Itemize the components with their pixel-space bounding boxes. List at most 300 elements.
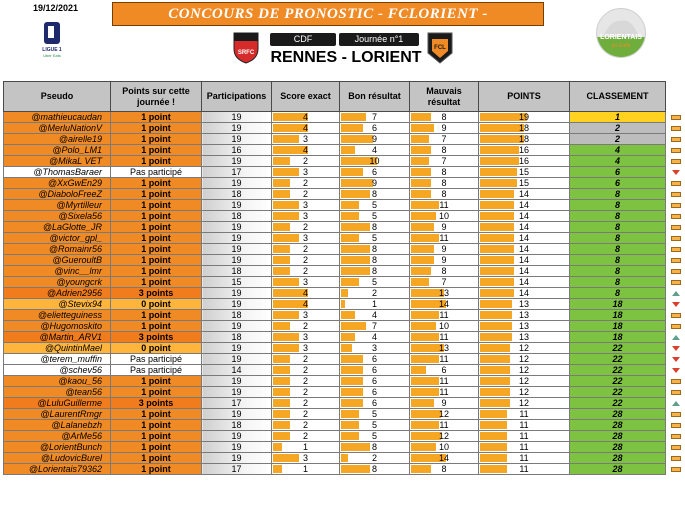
bon-resultat-cell-bar <box>341 366 363 374</box>
score-exact-cell-bar <box>273 267 290 275</box>
score-exact-cell <box>272 200 340 211</box>
mauvais-resultat-cell-bar <box>411 322 436 330</box>
mauvais-resultat-cell-bar <box>411 355 439 363</box>
col-points[interactable]: POINTS <box>479 82 570 112</box>
trend-indicator <box>671 168 681 177</box>
pseudo-cell[interactable]: @LorientBunch <box>4 442 111 453</box>
mauvais-resultat-cell-value: 9 <box>441 244 447 254</box>
score-exact-cell-bar <box>273 432 290 440</box>
score-exact-cell <box>272 409 340 420</box>
bon-resultat-cell <box>340 464 410 475</box>
pseudo-cell[interactable]: @LuluGuillerme <box>4 398 111 409</box>
table-row[interactable] <box>4 310 666 321</box>
points-cell-bar <box>480 377 510 385</box>
pseudo-cell[interactable]: @Myrtilleur <box>4 200 111 211</box>
table-row[interactable] <box>4 332 666 343</box>
classement-cell: 18 <box>570 310 666 321</box>
pseudo-cell[interactable]: @LaGlotte_JR <box>4 222 111 233</box>
mauvais-resultat-cell-bar <box>411 256 434 264</box>
mauvais-resultat-cell-bar <box>411 410 441 418</box>
points-cell-bar <box>480 454 507 462</box>
bon-resultat-cell <box>340 266 410 277</box>
bon-resultat-cell-bar <box>341 443 370 451</box>
score-exact-cell <box>272 343 340 354</box>
score-exact-cell <box>272 398 340 409</box>
trend-up-icon <box>672 335 680 340</box>
bon-resultat-cell-bar <box>341 410 359 418</box>
table-row[interactable] <box>4 365 666 376</box>
points-journee-cell: 1 point <box>111 200 202 211</box>
score-exact-cell-value: 4 <box>302 112 308 122</box>
mauvais-resultat-cell-bar <box>411 432 441 440</box>
trend-down-icon <box>672 357 680 362</box>
score-exact-cell <box>272 288 340 299</box>
trend-indicator <box>671 311 681 320</box>
mauvais-resultat-cell-value: 7 <box>441 277 447 287</box>
trend-indicator <box>671 399 681 408</box>
trend-up-icon <box>672 401 680 406</box>
participations-cell: 19 <box>202 156 272 167</box>
points-cell-value: 14 <box>518 222 529 232</box>
score-exact-cell-bar <box>273 212 299 220</box>
score-exact-cell <box>272 277 340 288</box>
points-journee-cell: 1 point <box>111 211 202 222</box>
points-cell-bar <box>480 311 512 319</box>
mauvais-resultat-cell <box>410 112 479 123</box>
pseudo-cell[interactable]: @QuintinMael <box>4 343 111 354</box>
pseudo-cell[interactable]: @youngcrk <box>4 277 111 288</box>
mauvais-resultat-cell-value: 8 <box>441 112 447 122</box>
participations-cell: 18 <box>202 189 272 200</box>
mauvais-resultat-cell-value: 9 <box>441 255 447 265</box>
trend-indicator <box>671 333 681 342</box>
table-body <box>4 112 666 475</box>
pseudo-cell[interactable]: @victor_gpl_ <box>4 233 111 244</box>
points-cell-bar <box>480 124 524 132</box>
mauvais-resultat-cell-bar <box>411 124 434 132</box>
score-exact-cell-bar <box>273 168 299 176</box>
col-participations[interactable]: Participations <box>202 82 272 112</box>
score-exact-cell-bar <box>273 465 282 473</box>
score-exact-cell-value: 2 <box>302 255 308 265</box>
bon-resultat-cell-bar <box>341 124 363 132</box>
score-exact-cell <box>272 442 340 453</box>
trend-stable-icon <box>671 225 681 230</box>
table-row[interactable] <box>4 134 666 145</box>
bon-resultat-cell-value: 6 <box>371 387 377 397</box>
bon-resultat-cell-value: 6 <box>371 398 377 408</box>
classement-cell: 4 <box>570 156 666 167</box>
table-row[interactable] <box>4 442 666 453</box>
mauvais-resultat-cell-bar <box>411 190 431 198</box>
table-row[interactable] <box>4 211 666 222</box>
pseudo-cell[interactable]: @DiaboloFreeZ <box>4 189 111 200</box>
points-cell <box>479 409 570 420</box>
trend-down-icon <box>672 368 680 373</box>
mauvais-resultat-cell-bar <box>411 245 434 253</box>
table-row[interactable] <box>4 354 666 365</box>
score-exact-cell <box>272 310 340 321</box>
participations-cell: 19 <box>202 453 272 464</box>
mauvais-resultat-cell <box>410 442 479 453</box>
trend-stable-icon <box>671 445 681 450</box>
lorientais-logo-text: LORIENTAIS <box>600 34 642 41</box>
mauvais-resultat-cell-bar <box>411 113 431 121</box>
trend-stable-icon <box>671 126 681 131</box>
mauvais-resultat-cell <box>410 277 479 288</box>
points-cell-bar <box>480 344 510 352</box>
score-exact-cell-value: 2 <box>302 354 308 364</box>
points-cell <box>479 365 570 376</box>
points-cell-value: 14 <box>518 211 529 221</box>
bon-resultat-cell-value: 8 <box>371 222 377 232</box>
mauvais-resultat-cell-value: 8 <box>441 464 447 474</box>
pseudo-cell[interactable]: @Polo_LM1 <box>4 145 111 156</box>
points-cell-bar <box>480 245 514 253</box>
classement-cell: 28 <box>570 431 666 442</box>
score-exact-cell <box>272 453 340 464</box>
col-classement[interactable]: CLASSEMENT <box>570 82 666 112</box>
pseudo-cell[interactable]: @ArMe56 <box>4 431 111 442</box>
points-journee-cell: 1 point <box>111 464 202 475</box>
points-journee-cell: 1 point <box>111 123 202 134</box>
score-exact-cell-bar <box>273 388 290 396</box>
score-exact-cell-value: 2 <box>302 365 308 375</box>
bon-resultat-cell-value: 10 <box>369 156 380 166</box>
mauvais-resultat-cell-bar <box>411 366 426 374</box>
trend-indicator <box>671 124 681 133</box>
points-cell <box>479 376 570 387</box>
score-exact-cell-value: 2 <box>302 244 308 254</box>
points-cell-bar <box>480 388 510 396</box>
score-exact-cell-value: 2 <box>302 398 308 408</box>
table-row[interactable] <box>4 398 666 409</box>
bon-resultat-cell-value: 9 <box>371 134 377 144</box>
points-journee-cell: 1 point <box>111 376 202 387</box>
pseudo-cell[interactable]: @Lorientais79362 <box>4 464 111 475</box>
classement-cell: 28 <box>570 453 666 464</box>
table-row[interactable] <box>4 112 666 123</box>
points-cell-value: 11 <box>519 431 529 441</box>
points-journee-cell: 1 point <box>111 112 202 123</box>
trend-indicator <box>671 344 681 353</box>
bon-resultat-cell <box>340 178 410 189</box>
ranking-table <box>3 81 666 475</box>
bon-resultat-cell <box>340 156 410 167</box>
mauvais-resultat-cell-bar <box>411 311 439 319</box>
trend-down-icon <box>672 302 680 307</box>
mauvais-resultat-cell-bar <box>411 223 434 231</box>
table-row[interactable] <box>4 288 666 299</box>
mauvais-resultat-cell <box>410 178 479 189</box>
points-cell-value: 16 <box>518 156 529 166</box>
bon-resultat-cell <box>340 211 410 222</box>
col-pseudo[interactable]: Pseudo <box>4 82 111 112</box>
points-cell <box>479 277 570 288</box>
bon-resultat-cell <box>340 376 410 387</box>
pseudo-cell[interactable]: @Stevix94 <box>4 299 111 310</box>
table-row[interactable] <box>4 420 666 431</box>
table-row[interactable] <box>4 343 666 354</box>
trend-stable-icon <box>671 456 681 461</box>
points-cell <box>479 255 570 266</box>
mauvais-resultat-cell-bar <box>411 443 436 451</box>
table-row[interactable] <box>4 145 666 156</box>
score-exact-cell-bar <box>273 223 290 231</box>
page-title: CONCOURS DE PRONOSTIC - FCLORIENT - <box>168 6 488 22</box>
mauvais-resultat-cell-value: 12 <box>438 409 449 419</box>
points-cell-value: 18 <box>518 134 529 144</box>
table-row[interactable] <box>4 464 666 475</box>
col-points-journee[interactable]: Points sur cette journée ! <box>111 82 202 112</box>
trend-up-icon <box>672 291 680 296</box>
classement-cell: 8 <box>570 244 666 255</box>
table-row[interactable] <box>4 167 666 178</box>
svg-text:SRFC: SRFC <box>237 50 255 56</box>
points-cell-value: 12 <box>518 398 529 408</box>
participations-cell: 19 <box>202 112 272 123</box>
mauvais-resultat-cell <box>410 398 479 409</box>
pseudo-cell[interactable]: @vinc__lmr <box>4 266 111 277</box>
mauvais-resultat-cell <box>410 387 479 398</box>
col-bon-resultat[interactable]: Bon résultat <box>340 82 410 112</box>
table-row[interactable] <box>4 376 666 387</box>
ligue1-logo-text: LIGUE 1 <box>42 47 62 53</box>
bon-resultat-cell-value: 5 <box>371 200 377 210</box>
mauvais-resultat-cell-value: 10 <box>438 442 449 452</box>
col-mauvais-resultat[interactable]: Mauvais résultat <box>410 82 479 112</box>
points-cell <box>479 123 570 134</box>
pseudo-cell[interactable]: @GueroultB <box>4 255 111 266</box>
mauvais-resultat-cell <box>410 222 479 233</box>
score-exact-cell <box>272 145 340 156</box>
trend-indicator <box>671 421 681 430</box>
score-exact-cell <box>272 222 340 233</box>
trend-stable-icon <box>671 313 681 318</box>
table-row[interactable] <box>4 200 666 211</box>
participations-cell: 19 <box>202 321 272 332</box>
participations-cell: 19 <box>202 376 272 387</box>
points-cell-bar <box>480 157 519 165</box>
mauvais-resultat-cell-bar <box>411 399 434 407</box>
bon-resultat-cell <box>340 409 410 420</box>
trend-stable-icon <box>671 214 681 219</box>
mauvais-resultat-cell-bar <box>411 135 429 143</box>
table-row[interactable] <box>4 299 666 310</box>
pseudo-cell[interactable]: @elietteguiness <box>4 310 111 321</box>
pseudo-cell[interactable]: @kaou_56 <box>4 376 111 387</box>
trend-stable-icon <box>671 434 681 439</box>
points-journee-cell: 1 point <box>111 420 202 431</box>
pseudo-cell[interactable]: @Adrien2956 <box>4 288 111 299</box>
score-exact-cell <box>272 255 340 266</box>
points-cell-value: 11 <box>519 453 529 463</box>
score-exact-cell-value: 3 <box>302 167 308 177</box>
points-cell-bar <box>480 366 510 374</box>
table-row[interactable] <box>4 266 666 277</box>
pseudo-cell[interactable]: @Lalanebzh <box>4 420 111 431</box>
trend-indicator <box>671 267 681 276</box>
bon-resultat-cell <box>340 145 410 156</box>
points-cell-bar <box>480 212 514 220</box>
pseudo-cell[interactable]: @mathieucaudan <box>4 112 111 123</box>
lorientais-logo <box>596 8 646 58</box>
trend-down-icon <box>672 170 680 175</box>
bon-resultat-cell-value: 8 <box>371 464 377 474</box>
table-row[interactable] <box>4 178 666 189</box>
points-cell <box>479 343 570 354</box>
participations-cell: 19 <box>202 409 272 420</box>
participations-cell: 19 <box>202 299 272 310</box>
score-exact-cell-bar <box>273 201 299 209</box>
bon-resultat-cell-value: 4 <box>371 332 377 342</box>
trend-indicator <box>671 300 681 309</box>
col-score-exact[interactable]: Score exact <box>272 82 340 112</box>
points-journee-cell: 0 point <box>111 343 202 354</box>
score-exact-cell-value: 2 <box>302 178 308 188</box>
mauvais-resultat-cell-bar <box>411 212 436 220</box>
pseudo-cell[interactable]: @Romainr56 <box>4 244 111 255</box>
participations-cell: 19 <box>202 222 272 233</box>
trend-stable-icon <box>671 181 681 186</box>
classement-cell: 22 <box>570 387 666 398</box>
bon-resultat-cell <box>340 255 410 266</box>
table-row[interactable] <box>4 409 666 420</box>
participations-cell: 19 <box>202 200 272 211</box>
mauvais-resultat-cell-value: 14 <box>438 453 449 463</box>
bon-resultat-cell-bar <box>341 168 363 176</box>
pseudo-cell[interactable]: @Sixela56 <box>4 211 111 222</box>
bon-resultat-cell <box>340 343 410 354</box>
score-exact-cell-value: 2 <box>302 189 308 199</box>
bon-resultat-cell-value: 5 <box>371 211 377 221</box>
trend-stable-icon <box>671 324 681 329</box>
pseudo-cell[interactable]: @terem_muffin <box>4 354 111 365</box>
classement-cell: 28 <box>570 409 666 420</box>
bon-resultat-cell <box>340 431 410 442</box>
pseudo-cell[interactable]: @MikaL VET <box>4 156 111 167</box>
date-label: 19/12/2021 <box>33 3 79 13</box>
score-exact-cell-value: 3 <box>302 200 308 210</box>
points-cell <box>479 200 570 211</box>
pseudo-cell[interactable]: @schev56 <box>4 365 111 376</box>
points-cell-value: 12 <box>518 365 529 375</box>
mauvais-resultat-cell-value: 14 <box>438 299 449 309</box>
classement-cell: 18 <box>570 332 666 343</box>
pseudo-cell[interactable]: @Hugomoskito <box>4 321 111 332</box>
points-cell-bar <box>480 333 512 341</box>
points-cell-bar <box>480 410 507 418</box>
pseudo-cell[interactable]: @LudovicBurel <box>4 453 111 464</box>
points-cell-bar <box>480 289 514 297</box>
bon-resultat-cell-bar <box>341 245 370 253</box>
points-journee-cell: 1 point <box>111 178 202 189</box>
participations-cell: 19 <box>202 343 272 354</box>
mauvais-resultat-cell <box>410 211 479 222</box>
bon-resultat-cell <box>340 244 410 255</box>
score-exact-cell-value: 2 <box>302 321 308 331</box>
classement-cell: 28 <box>570 442 666 453</box>
score-exact-cell-value: 3 <box>302 211 308 221</box>
table-row[interactable] <box>4 123 666 134</box>
points-journee-cell: 1 point <box>111 431 202 442</box>
pseudo-cell[interactable]: @LaurentRmgr <box>4 409 111 420</box>
participations-cell: 19 <box>202 354 272 365</box>
classement-cell: 22 <box>570 354 666 365</box>
bon-resultat-cell-bar <box>341 311 355 319</box>
points-cell-value: 16 <box>518 145 529 155</box>
table-row[interactable] <box>4 233 666 244</box>
score-exact-cell-value: 4 <box>302 288 308 298</box>
points-cell-value: 15 <box>518 178 529 188</box>
participations-cell: 18 <box>202 420 272 431</box>
table-row[interactable] <box>4 156 666 167</box>
lorientais-logo-image <box>597 9 645 57</box>
pseudo-cell[interactable]: @airelle19 <box>4 134 111 145</box>
table-row[interactable] <box>4 189 666 200</box>
points-cell-value: 14 <box>518 277 529 287</box>
score-exact-cell-bar <box>273 322 290 330</box>
bon-resultat-cell <box>340 354 410 365</box>
bon-resultat-cell-bar <box>341 201 359 209</box>
bon-resultat-cell <box>340 189 410 200</box>
table-row[interactable] <box>4 222 666 233</box>
mauvais-resultat-cell-value: 6 <box>441 365 447 375</box>
mauvais-resultat-cell <box>410 332 479 343</box>
points-cell <box>479 453 570 464</box>
score-exact-cell-bar <box>273 410 290 418</box>
pseudo-cell[interactable]: @XxGwEn29 <box>4 178 111 189</box>
bon-resultat-cell-bar <box>341 135 373 143</box>
table-row[interactable] <box>4 255 666 266</box>
bon-resultat-cell <box>340 288 410 299</box>
table-row[interactable] <box>4 431 666 442</box>
table-row[interactable] <box>4 321 666 332</box>
points-cell-value: 11 <box>519 464 529 474</box>
mauvais-resultat-cell <box>410 343 479 354</box>
trend-indicator <box>671 465 681 474</box>
score-exact-cell <box>272 178 340 189</box>
classement-cell: 8 <box>570 277 666 288</box>
points-cell-bar <box>480 234 514 242</box>
classement-cell: 4 <box>570 145 666 156</box>
pseudo-cell[interactable]: @Martin_ARV1 <box>4 332 111 343</box>
pseudo-cell[interactable]: @ThomasBaraer <box>4 167 111 178</box>
table-row[interactable] <box>4 453 666 464</box>
competition-badge: CDF <box>270 33 336 46</box>
points-cell <box>479 244 570 255</box>
classement-cell: 18 <box>570 299 666 310</box>
classement-cell: 6 <box>570 178 666 189</box>
table-row[interactable] <box>4 277 666 288</box>
points-cell-value: 15 <box>518 167 529 177</box>
bon-resultat-cell <box>340 222 410 233</box>
mauvais-resultat-cell <box>410 266 479 277</box>
bon-resultat-cell <box>340 365 410 376</box>
bon-resultat-cell <box>340 442 410 453</box>
table-row[interactable] <box>4 244 666 255</box>
bon-resultat-cell-value: 6 <box>371 376 377 386</box>
points-cell-bar <box>480 201 514 209</box>
points-cell <box>479 134 570 145</box>
pseudo-cell[interactable]: @tean56 <box>4 387 111 398</box>
pseudo-cell[interactable]: @MerluNationV <box>4 123 111 134</box>
bon-resultat-cell-bar <box>341 421 359 429</box>
table-row[interactable] <box>4 387 666 398</box>
trend-indicator <box>671 322 681 331</box>
trend-indicator <box>671 388 681 397</box>
trend-stable-icon <box>671 203 681 208</box>
